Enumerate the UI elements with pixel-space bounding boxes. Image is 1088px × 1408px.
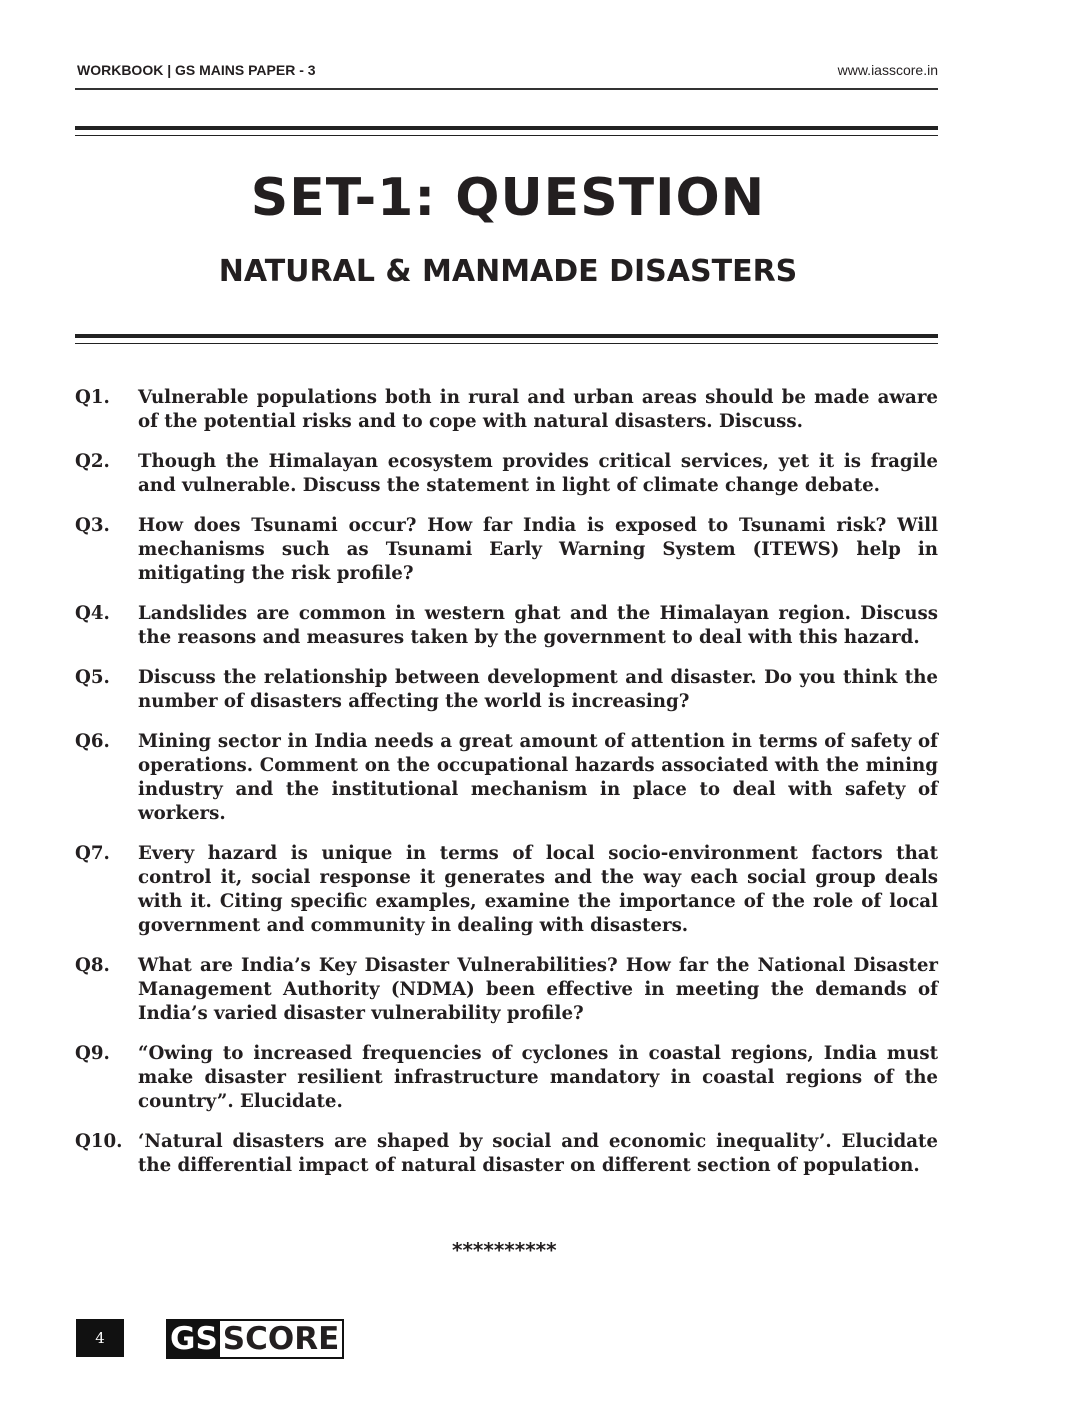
gs-score-logo (166, 1319, 344, 1359)
question-item (75, 730, 938, 826)
question-text: Every hazard is unique in terms of local socio-environment factors that control it, social response it generates and the way each social group deals with it. Citing specific examples, examine the importance of the role of local government and community in dealing with disasters. (138, 843, 938, 936)
header-left: WORKBOOK | GS MAINS PAPER - 3 (77, 62, 316, 78)
question-number: Q9. (75, 1043, 110, 1064)
logo-gs: GS (170, 1321, 218, 1357)
question-text: Vulnerable populations both in rural and urban areas should be made aware of the potential risks and to cope with natural disasters. Discuss. (138, 387, 938, 432)
question-number: Q6. (75, 731, 110, 752)
logo-score: SCORE (222, 1321, 340, 1357)
question-number: Q1. (75, 387, 110, 408)
page-subtitle: NATURAL & MANMADE DISASTERS (218, 254, 798, 289)
question-text: Discuss the relationship between development and disaster. Do you think the number of disasters affecting the world is increasing? (138, 667, 938, 712)
question-number: Q8. (75, 955, 110, 976)
question-item (75, 842, 938, 938)
question-text: “Owing to increased frequencies of cyclones in coastal regions, India must make disaster resilient infrastructure mandatory in coastal regions of the country”. Elucidate. (138, 1043, 938, 1112)
question-item (75, 386, 938, 434)
question-text: What are India’s Key Disaster Vulnerabilities? How far the National Disaster Management Authority (NDMA) been effective in meeting the demands of India’s varied disaster vulnerability profile? (138, 955, 938, 1024)
page-title: SET-1: QUESTION (250, 168, 766, 228)
question-item (75, 666, 938, 714)
question-text: ‘Natural disasters are shaped by social and economic inequality’. Elucidate the differential impact of natural disaster on different section of population. (138, 1131, 938, 1176)
end-mark: ********** (452, 1238, 557, 1262)
title-rule-top (75, 126, 938, 136)
question-text: Though the Himalayan ecosystem provides critical services, yet it is fragile and vulnerable. Discuss the statement in light of climate change debate. (138, 451, 938, 496)
question-number: Q10. (75, 1131, 123, 1152)
page-number: 4 (76, 1319, 124, 1357)
question-number: Q3. (75, 515, 110, 536)
question-item (75, 514, 938, 586)
question-item (75, 1130, 938, 1178)
title-rule-bottom (75, 334, 938, 344)
question-number: Q2. (75, 451, 110, 472)
question-text: How does Tsunami occur? How far India is exposed to Tsunami risk? Will mechanisms such as Tsunami Early Warning System (ITEWS) help in mitigating the risk profile? (138, 515, 938, 584)
question-number: Q5. (75, 667, 110, 688)
question-item (75, 450, 938, 498)
question-item (75, 1042, 938, 1114)
header-website: www.iasscore.in (837, 62, 938, 78)
question-item (75, 602, 938, 650)
question-item (75, 954, 938, 1026)
question-number: Q7. (75, 843, 110, 864)
question-number: Q4. (75, 603, 110, 624)
header-rule (75, 88, 938, 90)
question-text: Landslides are common in western ghat and the Himalayan region. Discuss the reasons and measures taken by the government to deal with this hazard. (138, 603, 938, 648)
question-text: Mining sector in India needs a great amount of attention in terms of safety of operations. Comment on the occupational hazards associated with the mining industry and the institutional mechanism in place to deal with safety of workers. (138, 731, 938, 824)
question-list (75, 386, 938, 1194)
